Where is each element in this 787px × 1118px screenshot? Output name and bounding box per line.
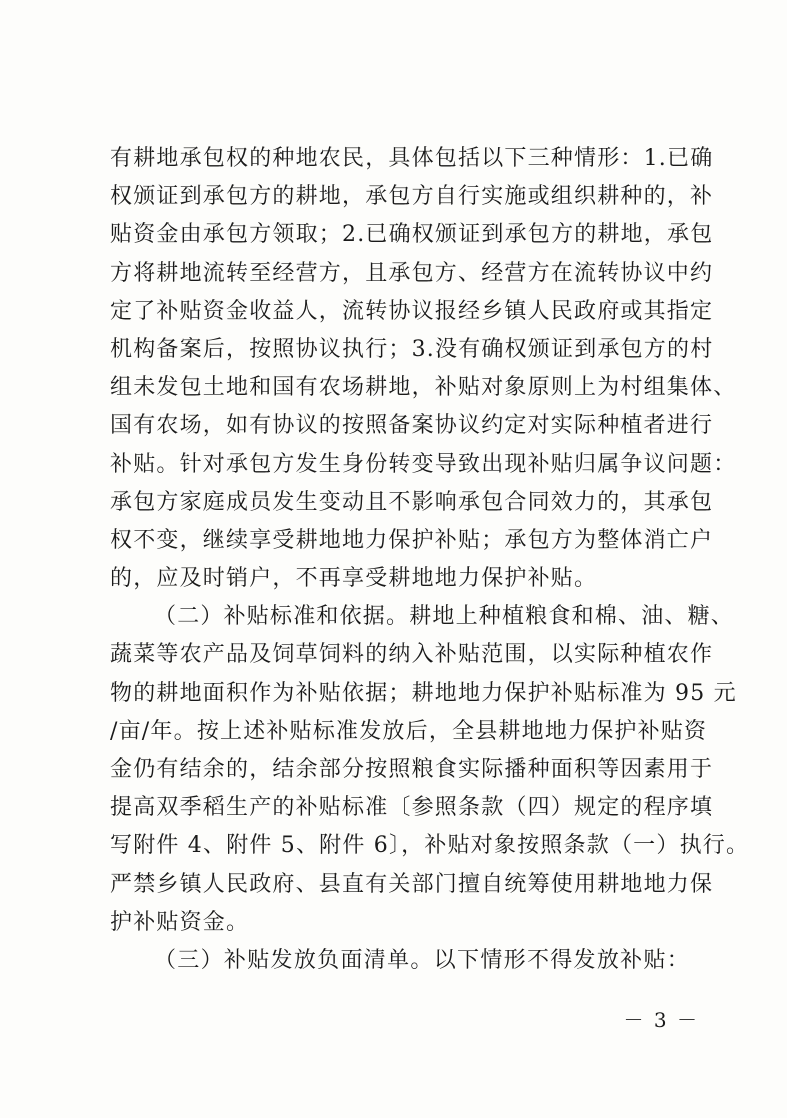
- paragraph-line: 组未发包土地和国有农场耕地，补贴对象原则上为村组集体、: [110, 375, 737, 401]
- paragraph-line: 定了补贴资金收益人，流转协议报经乡镇人民政府或其指定: [110, 298, 714, 324]
- paragraph-line: 的，应及时销户，不再享受耕地地力保护补贴。: [110, 566, 598, 592]
- paragraph-line: 承包方家庭成员发生变动且不影响承包合同效力的，其承包: [110, 489, 714, 515]
- paragraph-line: 护补贴资金。: [110, 909, 250, 935]
- paragraph-line: 国有农场，如有协议的按照备案协议约定对实际种植者进行: [110, 413, 714, 439]
- paragraph-line: 物的耕地面积作为补贴依据；耕地地力保护补贴标准为 95 元: [110, 680, 737, 706]
- paragraph-line: 金仍有结余的，结余部分按照粮食实际播种面积等因素用于: [110, 757, 714, 782]
- paragraph-line: 补贴。针对承包方发生身份转变导致出现补贴归属争议问题：: [110, 451, 737, 477]
- paragraph-line: 有耕地承包权的种地农民，具体包括以下三种情形：1.已确: [110, 146, 714, 171]
- paragraph-line: 严禁乡镇人民政府、县直有关部门擅自统筹使用耕地地力保: [110, 871, 714, 897]
- body-text: [110, 140, 750, 980]
- paragraph-line: /亩/年。按上述补贴标准发放后，全县耕地地力保护补贴资: [110, 718, 708, 744]
- paragraph-line: 权不变，继续享受耕地地力保护补贴；承包方为整体消亡户: [110, 527, 714, 553]
- paragraph-line: （三）补贴发放负面清单。以下情形不得发放补贴：: [154, 947, 690, 973]
- paragraph-line: 机构备案后，按照协议执行；3.没有确权颁证到承包方的村: [110, 336, 714, 362]
- paragraph-line: （二）补贴标准和依据。耕地上种植粮食和棉、油、糖、: [154, 604, 735, 630]
- paragraph-line: 贴资金由承包方领取；2.已确权颁证到承包方的耕地，承包: [110, 222, 714, 248]
- paragraph-line: 写附件 4、附件 5、附件 6〕，补贴对象按照条款（一）执行。: [110, 833, 750, 859]
- paragraph-line: 提高双季稻生产的补贴标准〔参照条款（四）规定的程序填: [110, 795, 714, 821]
- paragraph-line: 蔬菜等农产品及饲草饲料的纳入补贴范围，以实际种植农作: [110, 642, 714, 668]
- page-number: － 3 －: [623, 1008, 699, 1032]
- paragraph-line: 方将耕地流转至经营方，且承包方、经营方在流转协议中约: [110, 260, 714, 286]
- paragraph-line: 权颁证到承包方的耕地，承包方自行实施或组织耕种的，补: [110, 184, 714, 210]
